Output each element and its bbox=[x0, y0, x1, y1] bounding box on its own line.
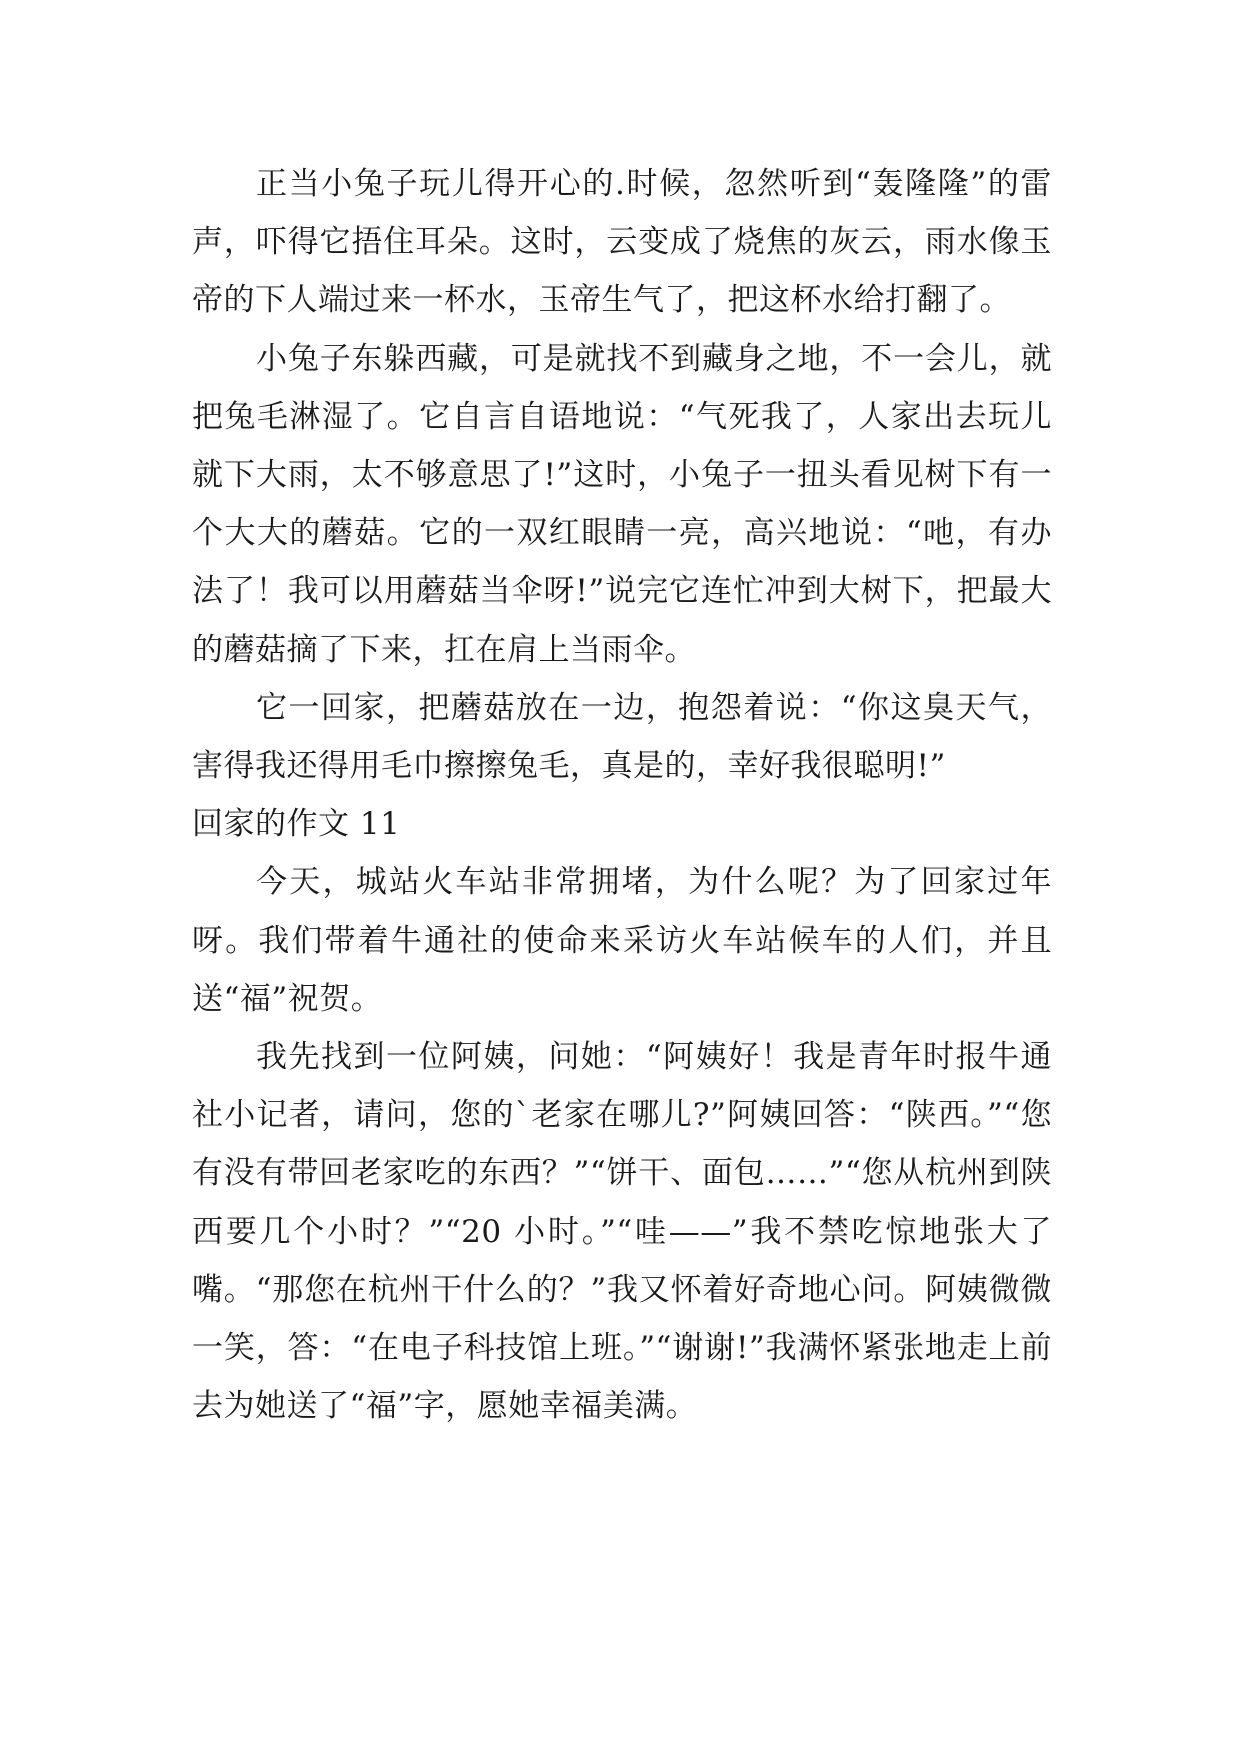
paragraph-train-station: 今天，城站火车站非常拥堵，为什么呢？为了回家过年呀。我们带着牛通社的使命来采访火车站候车的人们，并且送“福”祝贺。 bbox=[192, 864, 1052, 1017]
document-body bbox=[192, 155, 1052, 1435]
paragraph-rabbit-mushroom: 小兔子东躲西藏，可是就找不到藏身之地，不一会儿，就把兔毛淋湿了。它自言自语地说：“气死我了，人家出去玩儿就下大雨，太不够意思了!”这时，小兔子一扭头看见树下有一个大大的蘑菇。它的一双红眼睛一亮，高兴地说：“吔，有办法了！我可以用蘑菇当伞呀!”说完它连忙冲到大树下，把最大的蘑菇摘了下来，扛在肩上当雨伞。 bbox=[192, 340, 1052, 668]
essay-heading: 回家的作文 11 bbox=[192, 806, 401, 843]
paragraph-rabbit-thunder: 正当小兔子玩儿得开心的.时候，忽然听到“轰隆隆”的雷声，吓得它捂住耳朵。这时，云变成了烧焦的灰云，雨水像玉帝的下人端过来一杯水，玉帝生气了，把这杯水给打翻了。 bbox=[192, 166, 1052, 319]
paragraph-interview: 我先找到一位阿姨，问她：“阿姨好！我是青年时报牛通社小记者，请问，您的`老家在哪儿?”阿姨回答：“陕西。”“您有没有带回老家吃的东西？”“饼干、面包……”“您从杭州到陕西要几个小时？”“20 小时。”“哇——”我不禁吃惊地张大了嘴。“那您在杭州干什么的？”我又怀着好奇地心问。阿姨微微一笑，答：“在电子科技馆上班。”“谢谢!”我满怀紧张地走上前去为她送了“福”字，愿她幸福美满。 bbox=[192, 1039, 1052, 1425]
paragraph-rabbit-home: 它一回家，把蘑菇放在一边，抱怨着说：“你这臭天气，害得我还得用毛巾擦擦兔毛，真是的，幸好我很聪明!” bbox=[192, 689, 1052, 785]
